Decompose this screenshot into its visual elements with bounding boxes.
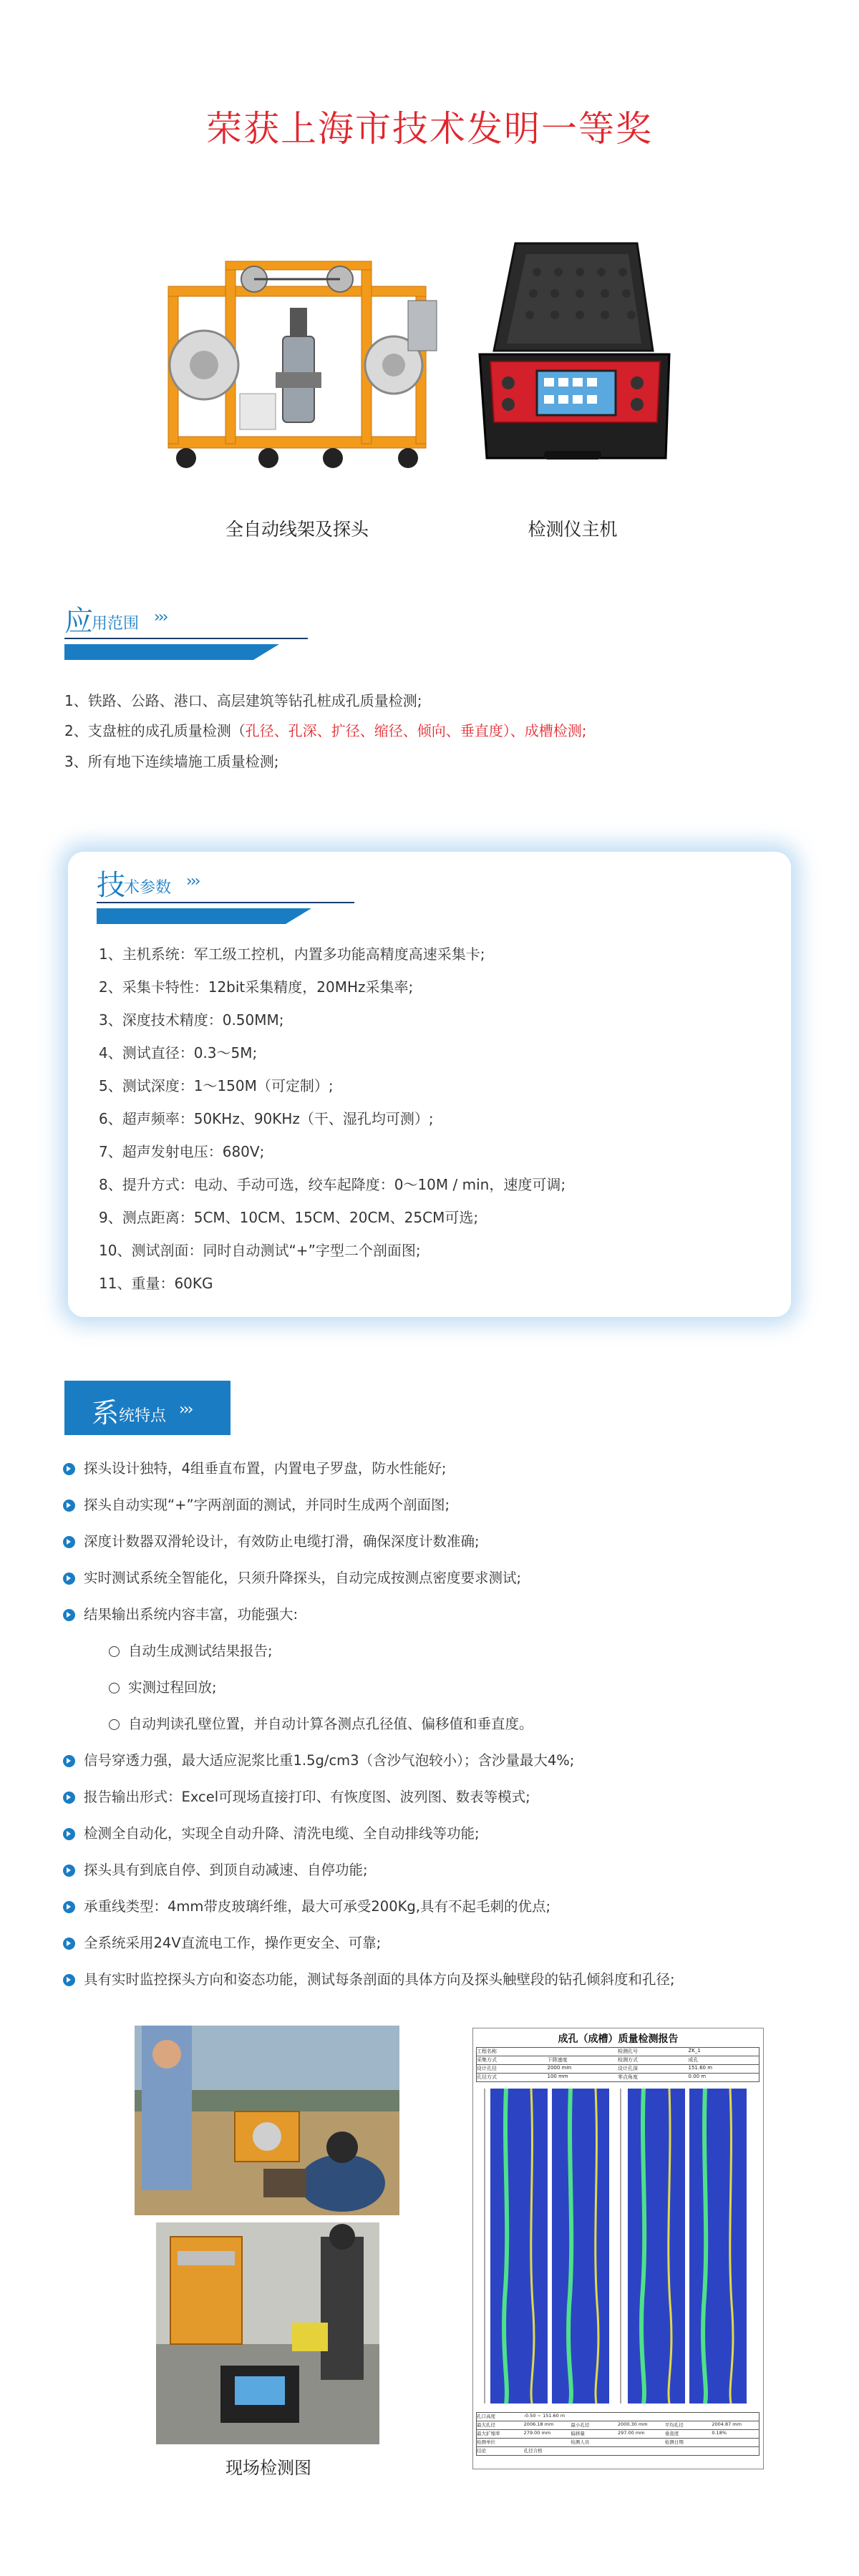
parameters-heading-big: 技	[97, 869, 125, 902]
parameters-heading-underline	[97, 902, 354, 903]
report-row: 最大扩缩率 279.00 mm 偏移量 297.00 mm 垂直度 0.18%	[476, 2430, 759, 2439]
parameters-heading	[97, 862, 354, 927]
parameter-item: 8、提升方式：电动、手动可选，绞车起降度：0～10M / min，速度可调;	[99, 1176, 566, 1193]
reel-frame-caption: 全自动线架及探头	[225, 519, 369, 540]
feature-item: 深度计数器双滑轮设计，有效防止电缆打滑，确保深度计数准确;	[63, 1530, 675, 1567]
bullet-arrow-icon	[63, 1828, 75, 1840]
bullet-arrow-icon	[63, 1500, 75, 1512]
application-arrows-icon: ›››	[154, 608, 167, 626]
report-row: 检测单位 检测人员 检测日期	[476, 2439, 759, 2447]
feature-item: 具有实时监控探头方向和姿态功能，测试每条剖面的具体方向及探头触壁段的钻孔倾斜度和孔径;	[63, 1968, 675, 2005]
bullet-arrow-icon	[63, 1901, 75, 1913]
feature-item: 承重线类型：4mm带皮玻璃纤维，最大可承受200Kg,具有不起毛刺的优点;	[63, 1895, 675, 1932]
application-item: 1、铁路、公路、港口、高层建筑等钻孔桩成孔质量检测;	[64, 692, 422, 709]
application-heading-small: 用范围	[92, 615, 140, 633]
field-photo-caption: 现场检测图	[225, 2458, 311, 2478]
feature-subitem: 实测过程回放;	[63, 1676, 675, 1713]
parameter-item: 4、测试直径：0.3～5M;	[99, 1044, 258, 1061]
feature-item: 探头自动实现“+”字两剖面的测试，并同时生成两个剖面图;	[63, 1494, 675, 1530]
parameter-item: 6、超声频率：50KHz、90KHz（干、湿孔均可测）;	[99, 1110, 434, 1127]
features-heading-big: 系	[92, 1397, 120, 1429]
bullet-arrow-icon	[63, 1463, 75, 1475]
parameter-item: 11、重量：60KG	[99, 1275, 213, 1292]
report-row: 孔口高度 -0.50 ~ 151.60 m	[476, 2412, 759, 2421]
parameter-item: 10、测试剖面：同时自动测试“+”字型二个剖面图;	[99, 1242, 421, 1259]
page-title: 荣获上海市技术发明一等奖	[206, 108, 653, 150]
application-item: 3、所有地下连续墙施工质量检测;	[64, 753, 279, 770]
bullet-arrow-icon	[63, 1755, 75, 1767]
parameters-heading-small: 术参数	[124, 879, 172, 897]
feature-item: 探头设计独特，4组垂直布置，内置电子罗盘，防水性能好;	[63, 1457, 675, 1494]
report-row: 工程名称 检测孔号 ZK_1	[476, 2047, 759, 2056]
parameter-item: 9、测点距离：5CM、10CM、15CM、20CM、25CM可选;	[99, 1209, 479, 1226]
circle-bullet-icon	[109, 1719, 120, 1730]
bullet-arrow-icon	[63, 1974, 75, 1986]
report-row: 最大孔径 2006.18 mm 最小孔径 2000.30 mm 平均孔径 2004.87 mm	[476, 2421, 759, 2430]
application-heading-underline	[64, 638, 308, 639]
report-image	[472, 2028, 764, 2469]
bullet-arrow-icon	[63, 1609, 75, 1621]
circle-bullet-icon	[109, 1683, 120, 1693]
feature-subitem: 自动判读孔壁位置，并自动计算各测点孔径值、偏移值和垂直度。	[63, 1713, 675, 1749]
report-summary-table	[476, 2412, 759, 2456]
parameter-item: 3、深度技术精度：0.50MM;	[99, 1011, 284, 1029]
application-heading-bar	[64, 644, 279, 660]
parameter-item: 7、超声发射电压：680V;	[99, 1143, 265, 1160]
instrument-host-image	[465, 236, 680, 480]
report-row: 采集方式 下降速度 检测方式 成孔	[476, 2056, 759, 2065]
report-wave-profiles	[477, 2084, 759, 2406]
application-item	[64, 719, 586, 740]
report-header-table	[476, 2047, 759, 2082]
bullet-arrow-icon	[63, 1938, 75, 1950]
parameters-heading-bar	[97, 908, 311, 924]
features-arrows-icon: ›››	[179, 1401, 192, 1419]
feature-subitem: 自动生成测试结果报告;	[63, 1640, 675, 1676]
field-photo-bottom	[156, 2222, 379, 2444]
parameters-arrows-icon: ›››	[186, 873, 199, 890]
reel-frame-image	[154, 251, 440, 494]
application-heading	[64, 598, 308, 663]
parameter-item: 1、主机系统：军工级工控机，内置多功能高精度高速采集卡;	[99, 946, 485, 963]
bullet-arrow-icon	[63, 1792, 75, 1804]
report-title: 成孔（成槽）质量检测报告	[558, 2033, 679, 2045]
application-item-prefix: 2、支盘桩的成孔质量检测（	[64, 722, 246, 739]
feature-item: 检测全自动化，实现全自动升降、清洗电缆、全自动排线等功能;	[63, 1822, 675, 1859]
bullet-arrow-icon	[63, 1536, 75, 1548]
report-row: 结论 孔径合格	[476, 2447, 759, 2456]
feature-item: 信号穿透力强，最大适应泥浆比重1.5g/cm3（含沙气泡较小）；含沙量最大4%;	[63, 1749, 675, 1786]
feature-item: 实时测试系统全智能化，只须升降探头，自动完成按测点密度要求测试;	[63, 1567, 675, 1603]
instrument-host-caption: 检测仪主机	[528, 519, 618, 540]
parameter-item: 5、测试深度：1～150M（可定制）;	[99, 1077, 334, 1094]
features-list	[63, 1457, 675, 2005]
feature-item: 探头具有到底自停、到顶自动减速、自停功能;	[63, 1859, 675, 1895]
parameters-list	[99, 943, 566, 1305]
application-item-highlight: 孔径、孔深、扩径、缩径、倾向、垂直度	[245, 722, 503, 739]
feature-item: 结果输出系统内容丰富，功能强大:	[63, 1603, 675, 1640]
application-heading-big: 应	[64, 605, 93, 638]
features-heading	[64, 1381, 230, 1435]
parameter-item: 2、采集卡特性：12bit采集精度，20MHz采集率;	[99, 978, 414, 996]
feature-item: 报告输出形式：Excel可现场直接打印、有恢度图、波列图、数表等模式;	[63, 1786, 675, 1822]
report-row: 孔径方式 100 mm 零点角度 0.00 m	[476, 2074, 759, 2082]
bullet-arrow-icon	[63, 1865, 75, 1877]
field-photo-top	[135, 2026, 399, 2215]
bullet-arrow-icon	[63, 1573, 75, 1585]
features-heading-small: 统特点	[119, 1407, 167, 1425]
circle-bullet-icon	[109, 1646, 120, 1657]
feature-item: 全系统采用24V直流电工作，操作更安全、可靠;	[63, 1932, 675, 1968]
application-item-suffix: ）、成槽检测;	[503, 722, 587, 739]
report-row: 设计孔径 2000 mm 设计孔深 151.60 m	[476, 2065, 759, 2074]
